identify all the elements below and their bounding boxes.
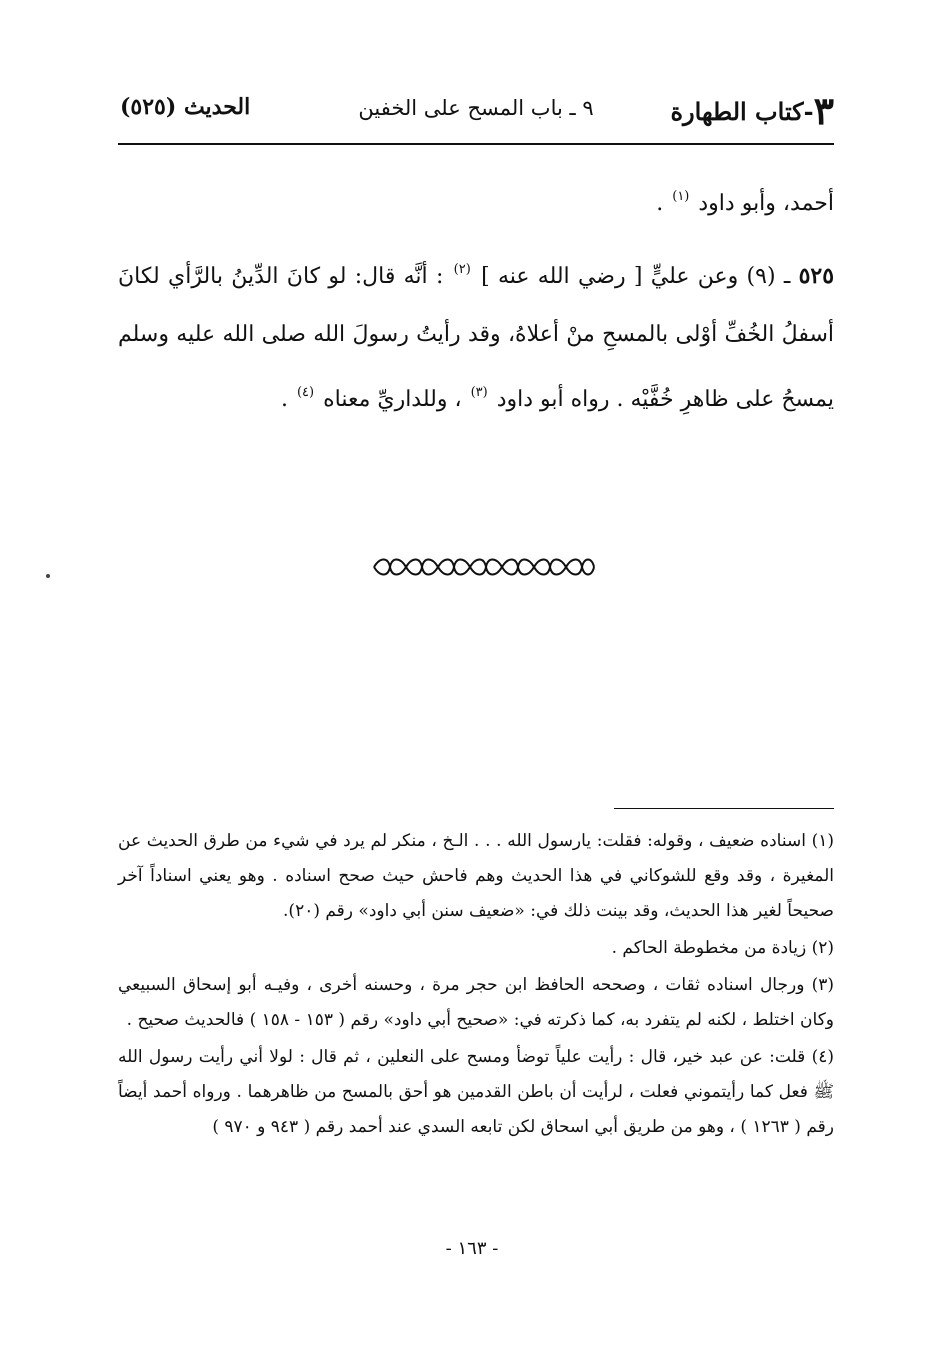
stray-mark [46,574,50,578]
footnote-2: (٢) زيادة من مخطوطة الحاكم . [611,938,834,958]
book-title: -كتاب الطهارة [670,97,814,126]
hadith-range: الحديث (٥٢٥) [120,94,251,120]
header-rule [118,143,834,145]
footnotes [118,824,834,1145]
footnote-ref-1: (١) [672,189,690,204]
previous-hadith-text: أحمد، وأبو داود [698,191,834,216]
hadith-number: ٥٢٥ [798,263,835,289]
page-number: - ١٦٣ - [445,1238,499,1259]
running-header [118,88,834,138]
footnote-1: (١) اسناده ضعيف ، وقوله: فقلت: يارسول الله . . . الـخ ، منكر لم يرد في شيء من طرق الحديث عن المغيرة ، وقد وقع للشوكاني في هذا الحديث وهم فاحش حيث صحح اسناده . وهو يعني اسناداً آخر صحيحاً لغير هذا الحديث، وقد بينت ذلك في: «ضعيف سنن أبي داود» رقم (٢٠). [118,831,834,921]
previous-hadith-end: . [656,191,671,216]
footnote-ref-2: (٢) [453,262,471,277]
hadith-text: : أنَّه قال: لو كانَ الدِّينُ بالرَّأي لكانَ أسفلُ الخُفِّ أوْلى بالمسحِ منْ أعلاهُ، وقد رأيتُ رسولَ الله صلى الله عليه وسلم يمسحُ على ظاهرِ خُفَّيْه . رواه أبو داود [118,264,834,412]
hadith-525 [118,241,834,429]
footnote-4: (٤) قلت: عن عبد خير، قال : رأيت علياً توضأ ومسح على النعلين ، ثم قال : لولا أني رأيت رسول الله ﷺ فعل كما رأيتموني فعلت ، لرأيت أن باطن القدمين هو أحق بالمسح من ظاهرهما . ورواه أحمد أيضاً رقم ( ١٢٦٣ ) ، وهو من طريق أبي اسحاق لكن تابعه السدي عند أحمد رقم ( ٩٤٣ و ٩٧٠ ) [118,1047,834,1137]
footnote-3: (٣) ورجال اسناده ثقات ، وصححه الحافظ ابن حجر مرة ، وحسنه أخرى ، وفيـه أبو إسحاق السبيعي وكان اختلط ، لكنه لم يتفرد به، كما ذكرته في: «صحيح أبي داود» رقم ( ١٥٣ - ١٥٨ ) فالحديث صحيح . [118,975,834,1030]
chapter-title: ٩ ـ باب المسح على الخفين [358,96,594,120]
book-number: ٣ [813,88,834,133]
hadith-narrator: وعن عليٍّ [ رضي الله عنه ] [481,264,739,289]
hadith-end: . [280,387,295,412]
footnote-rule [614,808,834,809]
ornament-divider [370,556,598,578]
footnote-ref-3: (٣) [470,385,488,400]
main-text [118,168,834,429]
hadith-source-darimi: ، وللداريِّ معناه [323,387,469,412]
hadith-index: ـ (٩) [738,264,799,289]
footnote-ref-4: (٤) [296,385,315,400]
previous-hadith-ending [118,168,834,233]
